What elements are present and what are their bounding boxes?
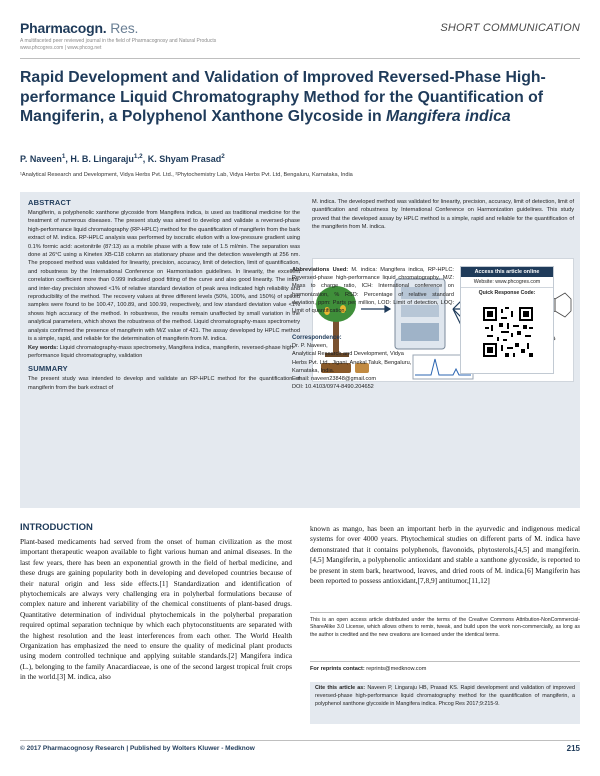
abbreviations-text: M. indica: Mangifera indica, RP-HPLC: Reversed-phase high-performance liquid chromatography, M/Z: Mass to charge ratio, ICH: International conference on harmonization, % RSD: Percentage of relative standard deviation, ppm: Parts per million, LOD: Limit of detection, LOQ: Limit of quantification. <box>292 267 454 315</box>
access-online-box <box>460 266 554 374</box>
summary-text-right: M. indica. The developed method was validated for linearity, precision, accuracy, limit of detection, limit of quantification and robustness by International Conference on Harmonization guidelines. This study proved that the developed assay by HPLC method is a simple, rapid and reliable for the quantification of the mangiferin from M. indica. <box>312 199 574 231</box>
article-type: SHORT COMMUNICATION <box>440 22 580 34</box>
correspondence-email[interactable]: E-mail: naveen23848@gmail.com <box>292 376 377 383</box>
journal-name: Pharmacogn. <box>20 20 107 36</box>
abbreviations-label: Abbreviations Used: <box>292 267 349 273</box>
citation-box <box>310 682 580 724</box>
introduction-heading: INTRODUCTION <box>20 522 93 533</box>
introduction-text: Plant-based medicaments had served from the onset of human civilization as the most important therapeutic weapon available to fight various human and animal diseases. In the last few years, there has been an exponential growth in the field of herbal medicine, and these drugs are gaining popularity both in developing and developed countries because of their natural origin and less side effects.[1] Standardization and identification of phytochemicals are always very challenging era in polyherbal formulations because of complex nature and inherent variability of the chemical constituents of plant-based drugs. Quantitative determination of individual phytochemicals in the polyherbal preparation required optimal separation technique by which each phytoconstituents are separated with the highest resolution and the least interferences from each other. The World Health Organization has emphasized the need to ensure the quality of medicinal plant products using modern controlled technique and applying suitable standards.[2] Mangifera indica (L.), belonging to the family Anacardiaceae, is one of the second largest tropical fruit crops in the world.[3] M. indica, also <box>20 537 292 682</box>
license-note: This is an open access article distributed under the terms of the Creative Commons Attribution-NonCommercial-ShareAlike 3.0 License, which allows others to remix, tweak, and build upon the work non-commercially, as long as the author is credited and the new creations are licensed under the identical terms. <box>310 612 580 639</box>
author-sep: , <box>142 154 148 164</box>
correspondence-label: Correspondence: <box>292 335 342 341</box>
journal-tagline: A multifaceted peer reviewed journal in the field of Pharmacognosy and Natural Products <box>20 38 217 44</box>
qr-code-icon[interactable] <box>483 307 533 357</box>
correspondence <box>292 334 442 391</box>
journal-logo <box>20 20 138 36</box>
journal-website[interactable]: www.phcogres.com | www.phcog.net <box>20 45 102 51</box>
affiliation: ¹Analytical Research and Development, Vidya Herbs Pvt. Ltd., ²Phytochemistry Lab, Vidya Herbs Pvt. Ltd, Bengaluru, Karnataka, India <box>20 172 353 178</box>
correspondence-doi[interactable]: DOI: 10.4103/0974-8490.204652 <box>292 384 374 391</box>
abstract-text: Mangiferin, a polyphenolic xanthone glycoside from Mangifera indica, is used as traditional medicine for the treatment of numerous diseases. The present study was aimed to develop and validate a reversed-phase high-performance liquid chromatography (RP-HPLC) method for the quantification of mangiferin from the bark extract of M. indica. RP-HPLC analysis was performed by isocratic elution with a low-pressure gradient using 0.1% formic acid: acetonitrile (87:13) as a mobile phase with a flow rate of 1.5 ml/min. The separation was done at 26°C using a Kinetex XB-C18 column as stationary phase and the detection wavelength at 256 nm. The proposed method was validated for linearity, precision, accuracy, limit of detection, limit of quantification, and robustness by the International Conference on Harmonisation guidelines. In linearity, the excellent correlation coefficient more than 0.999 indicated good fitting of the curve and also good linearity. The intra- and inter-day precision showed <1% of relative standard deviation of peak area indicated high reliability and reproducibility of the method. The recovery values at three different levels (50%, 100%, and 150%) of spiked samples were found to be 100.47, 100.89, and 100.99, respectively, and low standard deviation value <1% shows high accuracy of the method. In robustness, the results remain unaffected by small variation in the analytical parameters, which shows the robustness of the method. Liquid chromatography-mass spectrometry analysis confirmed the presence of mangiferin with M/Z value of 421. The assay developed by HPLC method is a simple, rapid, and reliable for the determination of mangiferin from M. indica. <box>28 210 300 343</box>
article-title <box>20 68 580 127</box>
reprints-email[interactable]: reprints@medknow.com <box>366 666 427 672</box>
summary-text-left: The present study was intended to develop and validate an RP-HPLC method for the quantification of mangiferin from the bark extract of <box>28 376 300 391</box>
footer-text: © 2017 Pharmacognosy Research | Published by Wolters Kluwer - Medknow <box>20 745 255 752</box>
citation-label: Cite this article as: <box>315 685 366 691</box>
qr-label: Quick Response Code: <box>478 290 536 296</box>
header-divider <box>20 58 580 59</box>
author-3: K. Shyam Prasad <box>147 154 222 164</box>
author-2: H. B. Lingaraju <box>70 154 134 164</box>
access-website[interactable]: Website: www.phcogres.com <box>461 277 553 288</box>
keywords <box>28 344 300 361</box>
keywords-label: Key words: <box>28 344 59 351</box>
abstract-left-column <box>28 198 300 392</box>
access-title: Access this article online <box>461 267 553 277</box>
author-1-sup: 1 <box>61 153 66 160</box>
keywords-text: Liquid chromatography-mass spectrometry, Mangifera indica, mangiferin, reversed-phase high-performance liquid chromatography, validation <box>28 344 295 359</box>
correspondence-line3: Karnataka, India. <box>292 367 335 374</box>
abstract-heading: ABSTRACT <box>28 198 71 207</box>
reprints-label: For reprints contact: <box>310 666 365 672</box>
citation-text: Naveen P, Lingaraju HB, Prasad KS. Rapid development and validation of improved reversed-phase high-performance liquid chromatography method for the quantification of mangiferin, a polyphenol xanthone glycoside in Mangifera indica. Phcog Res 2017;9:215-9. <box>315 685 575 707</box>
title-species: Mangifera indica <box>386 108 511 125</box>
correspondence-line1: Analytical Research and Development, Vidya <box>292 351 404 358</box>
journal-suffix: Res. <box>110 20 139 36</box>
summary-heading: SUMMARY <box>28 364 68 374</box>
title-main: Rapid Development and Validation of Improved Reversed-Phase High-performance Liquid Chromatography Method for the Quantification of Mangiferin, a Polyphenol Xanthone Glycoside in <box>20 69 546 125</box>
page-number: 215 <box>566 744 580 753</box>
abbreviations <box>292 266 454 315</box>
correspondence-name: Dr. P. Naveen, <box>292 343 328 350</box>
abstract-right-column <box>312 198 574 232</box>
footer-divider <box>20 740 580 741</box>
author-sep: , <box>65 154 71 164</box>
author-3-sup: 2 <box>221 153 225 160</box>
reprints-contact <box>310 661 580 672</box>
author-list <box>20 154 225 164</box>
author-1: P. Naveen <box>20 154 62 164</box>
author-2-sup: 1,2 <box>133 153 143 160</box>
correspondence-line2: Herbs Pvt. Ltd., Jigani, Anekal Taluk, Bengaluru, <box>292 359 412 366</box>
introduction-continued: known as mango, has been an important herb in the ayurvedic and indigenous medical systems for over 4000 years. Phytochemical studies on different parts of M. indica have demonstrated that it contains polyphenols, flavonoids, phytosterols,[4,5] and mangiferin.[4,5] Mangiferin, a polyphenolic antioxidant and stable a xanthone glycoside, is reported to be present in stem bark, heartwood, leaves, and dried roots of M. indica.[6] Mangiferin has been reported to possess antioxidant,[7,8,9] antitumor,[11,12] <box>310 524 580 586</box>
